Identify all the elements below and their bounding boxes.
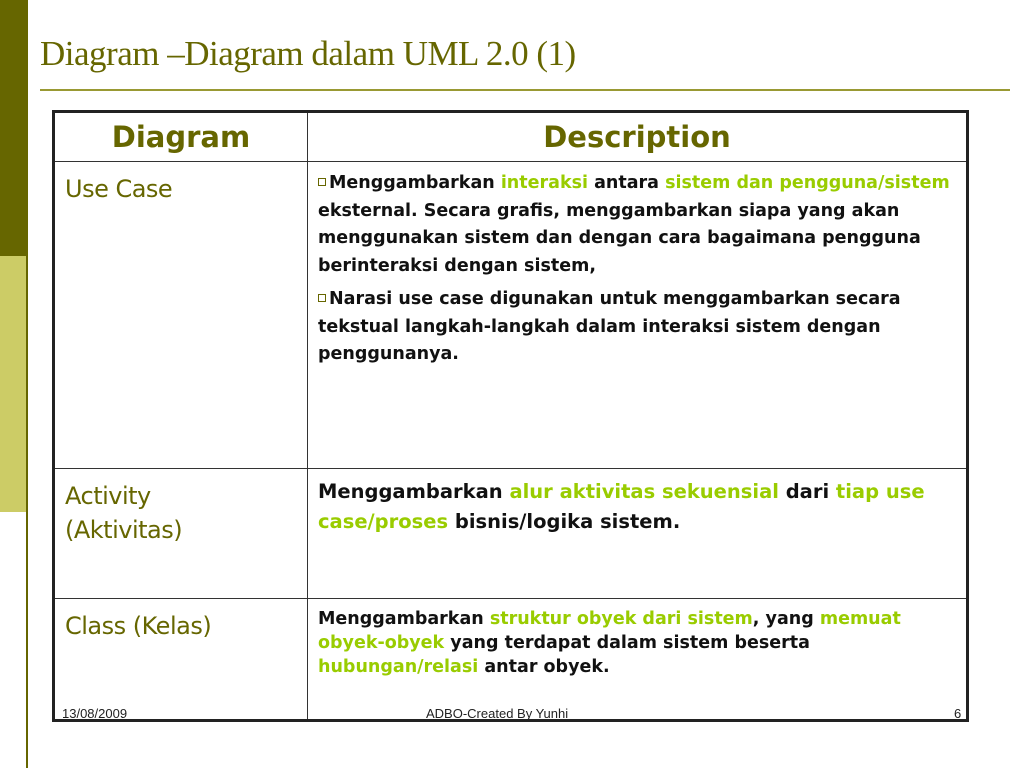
description-class xyxy=(308,599,968,721)
text-fragment: eksternal. Secara grafis, menggambarkan siapa yang akan menggunakan sistem dan dengan cara bagaimana pengguna berinteraksi dengan sistem, xyxy=(318,200,921,276)
text-fragment: bisnis/logika sistem. xyxy=(448,510,681,533)
description-activity xyxy=(308,469,968,599)
text-fragment: yang terdapat dalam sistem beserta xyxy=(444,633,810,653)
sidebar-light-band xyxy=(0,256,26,512)
table-header-row xyxy=(54,112,968,162)
text-fragment: Menggambarkan xyxy=(329,173,501,193)
diagram-name-line: (Aktivitas) xyxy=(65,516,183,544)
diagram-name-class: Class (Kelas) xyxy=(54,599,308,721)
text-fragment: , yang xyxy=(752,609,820,629)
text-fragment: antara xyxy=(588,173,666,193)
header-diagram: Diagram xyxy=(54,112,308,162)
square-bullet-icon xyxy=(318,294,326,302)
uml-diagram-table xyxy=(52,110,969,722)
highlighted-term: memuat obyek-obyek xyxy=(318,609,901,653)
text-fragment: Menggambarkan xyxy=(318,609,490,629)
description-paragraph xyxy=(318,286,956,369)
header-description: Description xyxy=(308,112,968,162)
highlighted-term: struktur obyek dari sistem xyxy=(489,609,753,629)
text-fragment: Narasi use case digunakan untuk menggambarkan secara tekstual langkah-langkah dalam interaksi sistem dengan penggunanya. xyxy=(318,289,901,364)
highlighted-term: hubungan/relasi xyxy=(318,657,479,677)
footer-date: 13/08/2009 xyxy=(62,706,128,721)
title-underline xyxy=(40,89,1010,91)
sidebar-white-band xyxy=(0,512,26,768)
highlighted-term: tiap use case/proses xyxy=(318,480,925,533)
table-row-activity xyxy=(54,469,968,599)
highlighted-term: alur aktivitas sekuensial xyxy=(509,480,779,503)
text-fragment: antar obyek. xyxy=(478,657,610,677)
table-row-use-case xyxy=(54,162,968,469)
diagram-name-line: Activity xyxy=(65,482,151,510)
description-use-case xyxy=(308,162,968,469)
footer-page-number: 6 xyxy=(954,706,962,721)
diagram-name-activity xyxy=(54,469,308,599)
highlighted-term: sistem dan pengguna/sistem xyxy=(665,173,950,193)
diagram-name-use-case: Use Case xyxy=(54,162,308,469)
table-row-class xyxy=(54,599,968,721)
square-bullet-icon xyxy=(318,178,326,186)
highlighted-term: interaksi xyxy=(500,173,588,193)
description-paragraph xyxy=(318,170,956,280)
sidebar-dark-band xyxy=(0,0,26,256)
slide-title: Diagram –Diagram dalam UML 2.0 (1) xyxy=(40,34,576,73)
footer-author: ADBO-Created By Yunhi xyxy=(426,706,569,721)
sidebar-divider xyxy=(26,0,28,768)
text-fragment: dari xyxy=(778,480,836,503)
text-fragment: Menggambarkan xyxy=(318,480,510,503)
